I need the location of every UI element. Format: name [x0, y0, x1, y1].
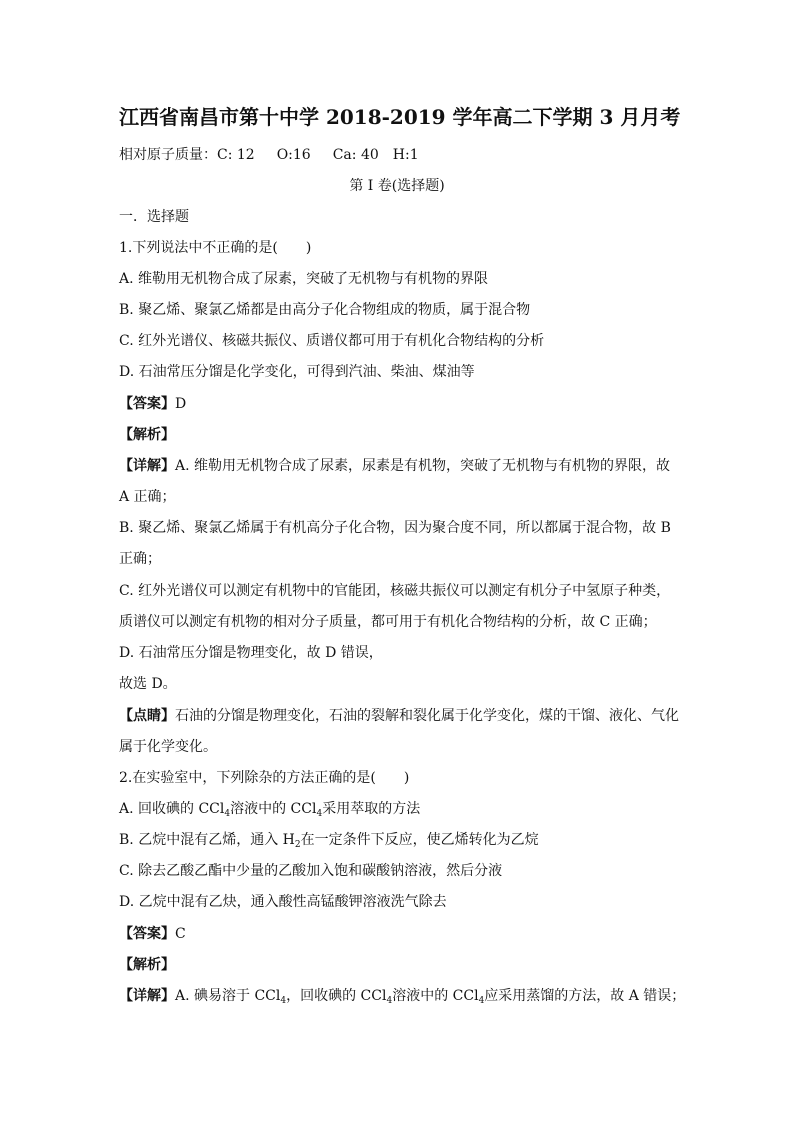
q2-answer	[119, 924, 186, 944]
q1-option-b: B. 聚乙烯、聚氯乙烯都是由高分子化合物组成的物质，属于混合物	[119, 302, 531, 318]
subscript-4: 4	[478, 996, 485, 1006]
q1-point-text: 石油的分馏是物理变化，石油的裂解和裂化属于化学变化，煤的干馏、液化、气化	[175, 708, 679, 724]
q2-detail-post: 应采用蒸馏的方法，故 A 错误；	[484, 988, 686, 1004]
subscript-4: 4	[224, 809, 231, 819]
q1-detail-c-1: C. 红外光谱仪可以测定有机物中的官能团，核磁共振仪可以测定有机分子中氢原子种类，	[119, 583, 671, 599]
q2-detail-mid1: ，回收碘的 CCl	[286, 988, 387, 1004]
q2-analysis-label: 【解析】	[119, 957, 175, 973]
q2-stem: 2.在实验室中，下列除杂的方法正确的是( )	[119, 770, 410, 786]
q1-answer	[119, 394, 186, 414]
atomic-mass-ca: Ca: 40	[332, 147, 379, 163]
q1-point-label: 【点睛】	[119, 708, 175, 724]
q2-option-a-pre: A. 回收碘的 CCl	[119, 801, 225, 817]
atomic-mass-h: H:1	[392, 147, 419, 163]
q2-option-c: C. 除去乙酸乙酯中少量的乙酸加入饱和碳酸钠溶液，然后分液	[119, 863, 503, 879]
atomic-mass-label: 相对原子质量：	[119, 147, 217, 163]
q1-detail-b-1: B. 聚乙烯、聚氯乙烯属于有机高分子化合物，因为聚合度不同，所以都属于混合物，故 B	[119, 520, 671, 536]
q2-answer-value: C	[175, 926, 186, 942]
q1-point-2: 属于化学变化。	[119, 739, 217, 755]
q1-option-d: D. 石油常压分馏是化学变化，可得到汽油、柴油、煤油等	[119, 364, 475, 380]
q1-answer-value: D	[175, 396, 187, 412]
q1-detail-label: 【详解】	[119, 458, 175, 474]
q2-detail-label: 【详解】	[119, 988, 175, 1004]
q2-option-a	[119, 799, 420, 819]
atomic-mass-o: O:16	[276, 147, 311, 163]
q1-option-a: A. 维勒用无机物合成了尿素，突破了无机物与有机物的界限	[119, 271, 489, 287]
q1-detail-c-2: 质谱仪可以测定有机物的相对分子质量，都可用于有机化合物结构的分析，故 C 正确；	[119, 614, 657, 630]
q2-detail-a	[119, 986, 685, 1006]
q1-conclusion: 故选 D。	[119, 676, 177, 692]
q1-option-c: C. 红外光谱仪、核磁共振仪、质谱仪都可用于有机化合物结构的分析	[119, 333, 545, 349]
q1-detail-a-2: A 正确；	[119, 489, 176, 505]
q1-detail-a-1	[119, 456, 670, 476]
q1-detail-a-text: A. 维勒用无机物合成了尿素，尿素是有机物，突破了无机物与有机物的界限，故	[175, 458, 671, 474]
q1-stem: 1.下列说法中不正确的是( )	[119, 240, 312, 256]
q1-detail-d: D. 石油常压分馏是物理变化，故 D 错误，	[119, 645, 383, 661]
q2-option-b-post: 在一定条件下反应，使乙烯转化为乙烷	[300, 832, 539, 848]
q2-detail-pre: A. 碘易溶于 CCl	[175, 988, 281, 1004]
q2-option-a-mid: 溶液中的 CCl	[230, 801, 317, 817]
q1-detail-b-2: 正确；	[119, 551, 161, 567]
q1-point-1	[119, 706, 679, 726]
atomic-mass-c: C: 12	[217, 147, 255, 163]
subscript-4: 4	[280, 996, 287, 1006]
part-heading: 一．选择题	[119, 209, 189, 225]
subscript-2: 2	[294, 840, 301, 850]
q1-answer-label: 【答案】	[119, 396, 175, 412]
q2-option-b-pre: B. 乙烷中混有乙烯，通入 H	[119, 832, 295, 848]
subscript-4: 4	[386, 996, 393, 1006]
page-title: 江西省南昌市第十中学 2018-2019 学年高二下学期 3 月月考	[119, 105, 681, 129]
q2-option-b	[119, 830, 539, 850]
q1-analysis-label: 【解析】	[119, 427, 175, 443]
q2-detail-mid2: 溶液中的 CCl	[392, 988, 479, 1004]
section-title: 第 I 卷(选择题)	[349, 178, 445, 194]
q2-option-d: D. 乙烷中混有乙炔，通入酸性高锰酸钾溶液洗气除去	[119, 894, 447, 910]
subscript-4: 4	[316, 809, 323, 819]
q2-answer-label: 【答案】	[119, 926, 175, 942]
q2-option-a-post: 采用萃取的方法	[322, 801, 421, 817]
atomic-mass-line	[119, 145, 419, 165]
